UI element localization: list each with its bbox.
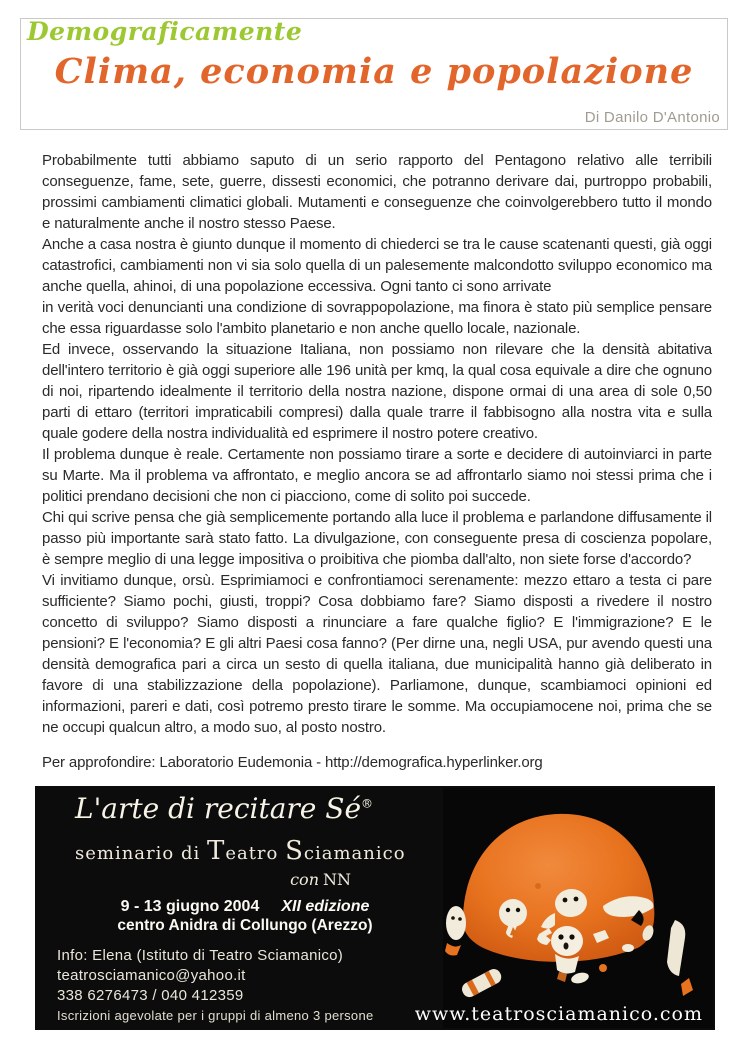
ad-contact-block	[57, 946, 343, 1006]
paragraph: in verità voci denuncianti una condizione di sovrappopolazione, ma finora è stato più semplice pensare che essa riguardasse solo l'ambito planetario e non anche quello locale, nazionale.	[42, 299, 712, 337]
ad-date-line	[85, 898, 405, 916]
paragraph: Chi qui scrive pensa che già semplicemente portando alla luce il problema e parlandone diffusamente il passo più importante sarà stato fatto. La divulgazione, con conseguente presa di coscienza popolare, è sempre meglio di una legge impositiva o proibitiva che piomba dall'alto, non siete forse d'accordo?	[42, 509, 712, 568]
registered-mark: ®	[361, 796, 374, 811]
ad-presenter-name: NN	[323, 870, 351, 889]
ad-subtitle: seminario di Teatro Sciamanico	[75, 836, 406, 866]
paragraph: Anche a casa nostra è giunto dunque il momento di chiederci se tra le cause scatenanti questi, già oggi catastrofici, cambiamenti non vi sia solo quella di un palesemente malcondotto sviluppo economico ma anche quella, ahinoi, di una popolazione eccessiva. Ogni tanto ci sono arrivate	[42, 236, 712, 295]
ad-contact-email[interactable]: teatrosciamanico@yahoo.it	[57, 967, 246, 984]
page-title: Clima, economia e popolazione	[54, 51, 694, 92]
more-info-line	[42, 752, 712, 773]
ad-title-text: L'arte di recitare Sé	[75, 792, 362, 825]
ad-presenter-label: con	[290, 870, 319, 889]
brand-logo: Demograficamente	[27, 17, 303, 46]
seminar-photo	[443, 788, 713, 1028]
ad-url[interactable]: www.teatrosciamanico.com	[414, 1003, 703, 1025]
ad-dates-block	[85, 898, 405, 935]
paragraph: Probabilmente tutti abbiamo saputo di un serio rapporto del Pentagono relativo alle terribili conseguenze, fame, sete, guerre, dissesti economici, che potranno derivare dai, purtroppo probabili, prossimi cambiamenti climatici globali. Mutamenti e conseguenze che coinvolgerebbero tutto il mondo e naturalmente anche il nostro stesso Paese.	[42, 152, 712, 232]
ad-footnote: Iscrizioni agevolate per i gruppi di almeno 3 persone	[57, 1008, 374, 1023]
paragraph: Il problema dunque è reale. Certamente non possiamo tirare a sorte e decidere di autoinviarci in parte su Marte. Ma il problema va affrontato, e meglio ancora se ad affrontarlo siamo noi stessi prima che i politici prendano decisioni che non ci piacciono, come di solito poi succede.	[42, 446, 712, 505]
ad-edition: XII edizione	[281, 898, 370, 915]
header	[20, 18, 728, 130]
byline: Di Danilo D'Antonio	[584, 109, 720, 126]
ad-contact-name: Info: Elena (Istituto di Teatro Sciamanico)	[57, 947, 344, 964]
paragraph: Ed invece, osservando la situazione Italiana, non possiamo non rilevare che la densità abitativa dell'intero territorio è già oggi superiore alle 196 unità per kmq, la qual cosa equivale a dire che ognuno di noi, ripartendo idealmente il territorio della nostra nazione, dispone ormai di una area di sole 0,50 parti di ettaro (territori impraticabili compresi) dalla quale trarre il fabbisogno alla nostra vita e sulla quale godere della nostra individualità ed esprimere il nostro potere creativo.	[42, 341, 712, 442]
ad-title	[75, 792, 373, 825]
ad-location: centro Anidra di Collungo (Arezzo)	[117, 917, 373, 934]
article-body	[42, 150, 712, 773]
ad-contact-phones: 338 6276473 / 040 412359	[57, 987, 244, 1004]
more-info-label: Per approfondire: Laboratorio Eudemonia -	[42, 754, 326, 771]
ad-date: 9 - 13 giugno 2004	[120, 898, 260, 915]
article-link[interactable]: http://demografica.hyperlinker.org	[325, 754, 543, 771]
seminar-ad-banner[interactable]	[35, 786, 715, 1030]
paragraph: Vi invitiamo dunque, orsù. Esprimiamoci e confrontiamoci serenamente: mezzo ettaro a testa ci pare sufficiente? Siamo pochi, giusti, troppi? Cosa dobbiamo fare? Siamo disposti a rivedere il nostro concetto di sviluppo? Siamo disposti a rinunciare a fare qualche figlio? E l'immigrazione? E le pensioni? E l'economia? E gli altri Paesi cosa fanno? (Per dirne una, negli USA, pur avendo questi una densità demografica pari a circa un sesto di quella italiana, due municipalità hanno già deliberato in favore di una stabilizzazione della popolazione). Parliamone, dunque, scambiamoci opinioni ed informazioni, pareri e dati, così potremo presto tirare le somme. Ma occupiamocene noi, prima che se ne occupi qualcun altro, a modo suo, al posto nostro.	[42, 572, 712, 736]
ad-presenter	[75, 870, 351, 889]
